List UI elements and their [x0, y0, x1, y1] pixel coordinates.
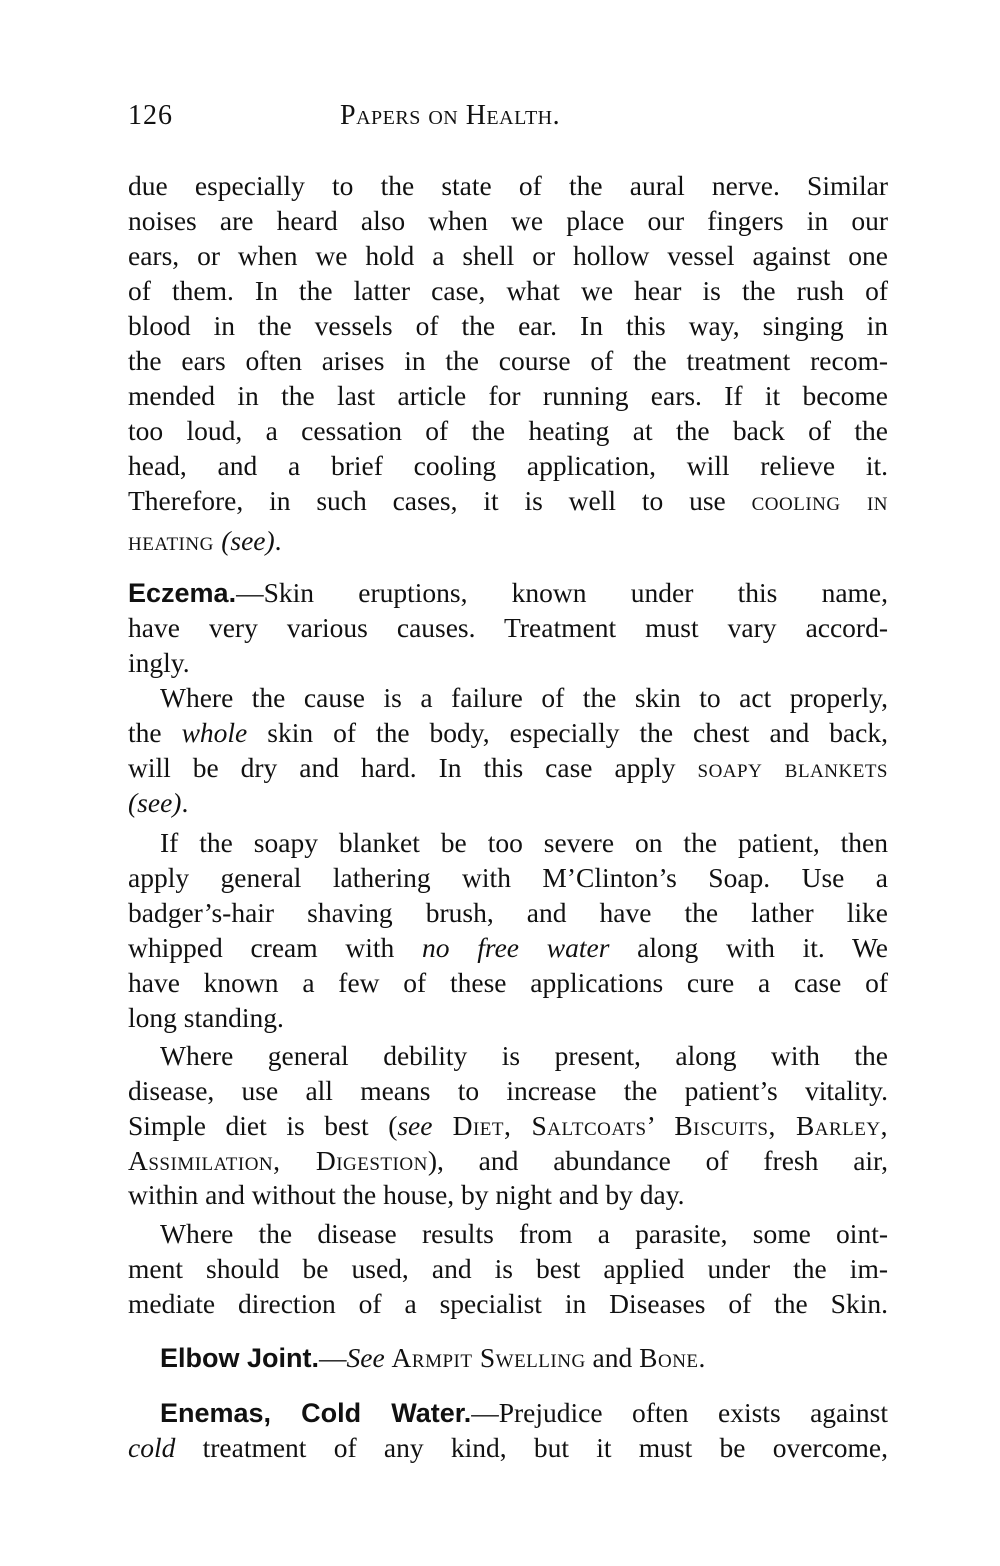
text-line — [128, 308, 888, 344]
text-segment: have very various causes. Treatment must vary accord- — [128, 612, 888, 643]
running-title: Papers on Health. — [340, 100, 561, 131]
text-segment: no free water — [422, 932, 610, 963]
text-segment: — — [319, 1342, 347, 1373]
text-segment: skin of the body, especially the chest and back, — [247, 717, 888, 748]
text-segment: Where the cause is a failure of the skin to act properly, — [160, 682, 888, 713]
text-segment: have known a few of these applications cure a case of — [128, 967, 888, 998]
text-line — [128, 1073, 888, 1109]
text-line — [160, 1395, 888, 1431]
text-line — [128, 930, 888, 966]
text-segment: Simple diet is best ( — [128, 1110, 398, 1141]
page-number: 126 — [128, 100, 173, 131]
text-line — [128, 413, 888, 449]
text-segment: . — [274, 525, 282, 556]
text-line — [160, 1216, 888, 1252]
text-segment: ears, or when we hold a shell or hollow vessel against one — [128, 240, 888, 271]
text-segment: noises are heard also when we place our fingers in our — [128, 205, 888, 236]
text-segment: treatment of any kind, but it must be overcome, — [175, 1432, 888, 1463]
text-line — [128, 895, 888, 931]
text-segment: within and without the house, by night and by day. — [128, 1179, 685, 1210]
text-line — [128, 168, 888, 204]
text-segment: . — [181, 787, 189, 818]
text-line — [128, 238, 888, 274]
text-line — [128, 965, 888, 1001]
text-segment: cold — [128, 1432, 176, 1463]
text-segment: Therefore, in such cases, it is well to use — [128, 485, 752, 516]
text-segment: along with it. We — [609, 932, 888, 963]
text-segment: long standing. — [128, 1002, 284, 1033]
text-line — [128, 343, 888, 379]
text-line — [128, 750, 888, 786]
text-segment: heating — [128, 525, 222, 556]
entry-heading: Elbow Joint. — [160, 1343, 319, 1373]
text-line — [128, 1000, 888, 1036]
text-segment: soapy blankets — [697, 752, 888, 783]
text-segment: head, and a brief cooling application, will relieve it. — [128, 450, 888, 481]
text-line — [128, 610, 888, 646]
text-segment: badger’s-hair shaving brush, and have the lather like — [128, 897, 888, 928]
text-line — [128, 1286, 888, 1322]
text-line — [160, 1340, 888, 1376]
text-segment: blood in the vessels of the ear. In this way, singing in — [128, 310, 888, 341]
text-segment: whole — [181, 717, 248, 748]
text-line — [128, 715, 888, 751]
text-line — [128, 1108, 888, 1144]
text-segment: If the soapy blanket be too severe on the patient, then — [160, 827, 888, 858]
text-line — [128, 523, 888, 559]
text-segment: whipped cream with — [128, 932, 423, 963]
text-segment: mended in the last article for running ears. If it become — [128, 380, 888, 411]
text-segment: and — [585, 1342, 640, 1373]
text-segment: (see) — [128, 787, 182, 818]
text-segment: Assimilation, Digestion — [128, 1145, 428, 1176]
text-segment: the ears often arises in the course of the treatment recom- — [128, 345, 888, 376]
text-line — [128, 1251, 888, 1287]
text-line — [128, 645, 888, 681]
text-segment: mediate direction of a specialist in Diseases of the Skin. — [128, 1288, 888, 1319]
text-segment: Diet, Saltcoats’ Biscuits, Barley, — [432, 1110, 888, 1141]
text-segment: apply general lathering with M’Clinton’s Soap. Use a — [128, 862, 888, 893]
text-segment: disease, use all means to increase the patient’s vitality. — [128, 1075, 888, 1106]
entry-heading: Enemas, Cold Water. — [160, 1398, 472, 1428]
text-line — [128, 378, 888, 414]
text-line — [160, 680, 888, 716]
text-line — [128, 1143, 888, 1179]
text-line — [128, 860, 888, 896]
text-line — [128, 483, 888, 519]
text-segment: Bone. — [639, 1342, 706, 1373]
text-segment: ingly. — [128, 647, 190, 678]
text-segment: of them. In the latter case, what we hear is the rush of — [128, 275, 888, 306]
text-line — [128, 575, 888, 611]
text-segment: ment should be used, and is best applied under the im- — [128, 1253, 888, 1284]
text-segment: too loud, a cessation of the heating at the back of the — [128, 415, 888, 446]
text-segment: see — [397, 1110, 433, 1141]
text-line — [128, 1430, 888, 1466]
text-segment: Where general debility is present, along with the — [160, 1040, 888, 1071]
text-segment: Armpit Swelling — [391, 1342, 586, 1373]
text-segment: the — [128, 717, 182, 748]
text-segment: ), and abundance of fresh air, — [427, 1145, 888, 1176]
text-line — [128, 273, 888, 309]
text-segment: due especially to the state of the aural nerve. Similar — [128, 170, 888, 201]
text-line — [128, 785, 888, 821]
text-line — [128, 448, 888, 484]
text-segment: —Prejudice often exists against — [471, 1397, 888, 1428]
text-segment: (see) — [221, 525, 275, 556]
text-segment: will be dry and hard. In this case apply — [128, 752, 698, 783]
text-segment: —Skin eruptions, known under this name, — [236, 577, 888, 608]
text-segment: See — [346, 1342, 392, 1373]
text-line — [128, 203, 888, 239]
text-segment: cooling in — [751, 485, 888, 516]
text-line — [128, 1177, 888, 1213]
text-line — [160, 825, 888, 861]
text-line — [160, 1038, 888, 1074]
entry-heading: Eczema. — [128, 578, 237, 608]
text-segment: Where the disease results from a parasite, some oint- — [160, 1218, 888, 1249]
